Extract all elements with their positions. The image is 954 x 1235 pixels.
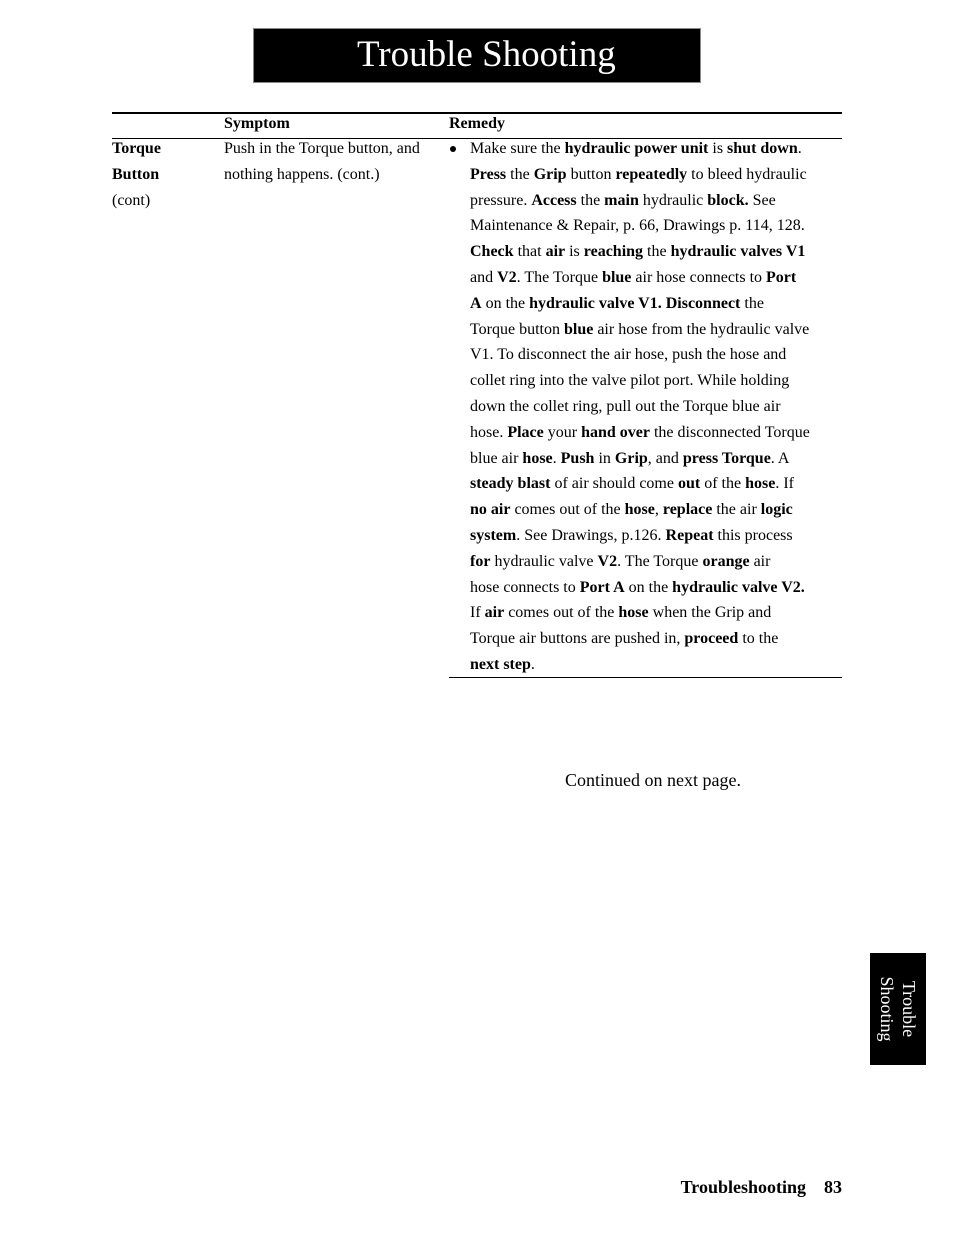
remedy-text-run: air <box>545 243 566 261</box>
remedy-text-run: air <box>749 552 771 570</box>
remedy-text-run: Check <box>470 243 514 261</box>
remedy-text-run: . A <box>770 449 790 467</box>
remedy-text-run: button <box>566 165 616 183</box>
remedy-text-run: the disconnected Torque <box>649 423 810 441</box>
remedy-text-run: in <box>594 449 615 467</box>
page-footer <box>681 1176 842 1198</box>
remedy-text-run: Make sure the <box>470 140 565 157</box>
remedy-text-run: comes out of the <box>510 501 625 519</box>
remedy-text-run: Place <box>507 423 544 441</box>
remedy-text-run: collet ring into the valve pilot port. While holding <box>470 372 790 390</box>
symptom-cell <box>224 136 420 188</box>
category-line: (cont) <box>112 191 151 209</box>
remedy-text-run: main <box>604 191 639 209</box>
remedy-text-run: Torque button <box>470 320 564 338</box>
column-header-symptom: Symptom <box>224 115 290 132</box>
remedy-text-run: Access <box>531 191 577 209</box>
remedy-text-run: If <box>470 604 485 622</box>
page-title: Trouble Shooting <box>357 34 616 75</box>
remedy-text-run: comes out of the <box>504 604 619 622</box>
remedy-line <box>470 523 842 549</box>
remedy-text-run: of air should come <box>550 475 678 493</box>
footer-section: Troubleshooting <box>680 1177 806 1197</box>
remedy-text-run: the <box>506 165 534 183</box>
remedy-text-run: Port A <box>579 578 625 596</box>
remedy-line <box>470 136 842 162</box>
side-tab-line: Trouble <box>899 980 919 1038</box>
remedy-text-run: replace <box>662 501 713 519</box>
remedy-text-run: . If <box>775 475 794 493</box>
remedy-text-run: to the <box>738 630 779 648</box>
remedy-text-run: this process <box>713 526 793 544</box>
remedy-text-run: . The Torque <box>617 552 703 570</box>
remedy-text-run: hose <box>618 604 649 622</box>
remedy-text-run: the <box>740 294 764 312</box>
remedy-line <box>470 394 842 420</box>
column-header-remedy: Remedy <box>449 115 505 132</box>
remedy-text-run: steady blast <box>470 475 551 493</box>
category-cell <box>112 136 161 213</box>
continued-note: Continued on next page. <box>565 770 741 790</box>
remedy-text-run: . See Drawings, p.126. <box>516 526 666 544</box>
remedy-cell <box>470 136 842 678</box>
remedy-text-run: . <box>530 655 535 673</box>
side-tab-label <box>876 976 920 1041</box>
remedy-line <box>470 420 842 446</box>
remedy-text-run: hydraulic <box>638 191 708 209</box>
remedy-text-run: on the <box>624 578 673 596</box>
remedy-text-run: blue <box>602 268 632 286</box>
remedy-text-run: proceed <box>684 630 739 648</box>
remedy-text-run: hydraulic valve V2. <box>672 578 805 596</box>
remedy-line <box>470 188 842 214</box>
remedy-text-run: Grip <box>533 165 567 183</box>
remedy-text-run: . The Torque <box>516 268 603 286</box>
remedy-text-run: hydraulic valve V1. Disconnect <box>529 294 741 312</box>
remedy-text-run: down the collet ring, pull out the Torque blue air <box>470 397 781 415</box>
remedy-text-run: and <box>470 268 498 286</box>
remedy-line <box>470 162 842 188</box>
remedy-line <box>470 446 842 472</box>
remedy-text-run: logic <box>760 501 793 519</box>
category-line: Button <box>112 165 160 183</box>
remedy-text-run: block. <box>707 191 749 209</box>
remedy-text-run: Maintenance & Repair, p. 66, Drawings p. 114, 128. <box>470 217 805 235</box>
remedy-text-run: blue <box>563 320 594 338</box>
remedy-text-run: Grip <box>614 449 648 467</box>
remedy-text-run: , and <box>647 449 683 467</box>
remedy-text-run: hose <box>745 475 776 493</box>
remedy-line <box>470 213 842 239</box>
remedy-line <box>470 291 842 317</box>
remedy-line <box>470 652 842 678</box>
remedy-line <box>470 626 842 652</box>
remedy-text-run: hydraulic valve <box>490 552 598 570</box>
remedy-text-run: blue air <box>470 449 523 467</box>
remedy-text-run: Port <box>766 268 797 286</box>
remedy-text-run: orange <box>702 552 750 570</box>
title-banner <box>253 28 701 83</box>
symptom-line: nothing happens. (cont.) <box>224 165 380 183</box>
remedy-line <box>470 342 842 368</box>
remedy-text-run: pressure. <box>470 191 532 209</box>
remedy-text-run: See <box>748 191 776 209</box>
remedy-line <box>470 368 842 394</box>
table-bottom-rule <box>449 677 842 678</box>
remedy-text-run: Repeat <box>665 526 714 544</box>
remedy-text-run: repeatedly <box>615 165 688 183</box>
remedy-text-run: Press <box>470 165 507 183</box>
remedy-text-run: system <box>470 526 517 544</box>
page-number: 83 <box>824 1177 842 1197</box>
remedy-text-run: press Torque <box>682 449 771 467</box>
remedy-text-run: is <box>708 140 728 157</box>
remedy-text-run: V2 <box>497 268 517 286</box>
remedy-text-run: hand over <box>581 423 650 441</box>
remedy-text-run: next step <box>470 655 531 673</box>
remedy-line <box>470 575 842 601</box>
remedy-text-run: out <box>677 475 701 493</box>
remedy-text-run: hose. <box>470 423 508 441</box>
symptom-line: Push in the Torque button, and <box>224 140 420 157</box>
remedy-line <box>470 317 842 343</box>
remedy-text-run: hose connects to <box>470 578 580 596</box>
remedy-text-run: A <box>470 294 482 312</box>
section-side-tab[interactable] <box>870 953 926 1065</box>
side-tab-line: Shooting <box>877 976 897 1042</box>
remedy-text-run: V1. To disconnect the air hose, push the hose and <box>470 346 787 364</box>
remedy-line <box>470 471 842 497</box>
remedy-text-run: no air <box>470 501 511 519</box>
remedy-line <box>470 239 842 265</box>
remedy-text-run: the air <box>712 501 761 519</box>
remedy-text-run: . <box>552 449 561 467</box>
remedy-text-run: air hose connects to <box>631 268 767 286</box>
remedy-text-run: Torque air buttons are pushed in, <box>470 630 685 648</box>
remedy-text-run: of the <box>700 475 746 493</box>
remedy-text-run: shut down <box>727 140 798 157</box>
remedy-text-run: to bleed hydraulic <box>687 165 807 183</box>
remedy-text-run: that <box>513 243 546 261</box>
remedy-text-run: on the <box>481 294 530 312</box>
remedy-text-run: , <box>654 501 663 519</box>
remedy-line <box>470 600 842 626</box>
remedy-text-run: hydraulic power unit <box>564 140 709 157</box>
remedy-line <box>470 265 842 291</box>
remedy-text-run: reaching <box>583 243 644 261</box>
remedy-text-run: air hose from the hydraulic valve <box>593 320 810 338</box>
remedy-text-run: V2 <box>597 552 618 570</box>
remedy-text-run: hydraulic valves V1 <box>670 243 806 261</box>
remedy-line <box>470 549 842 575</box>
remedy-text-run: is <box>565 243 584 261</box>
category-line: Torque <box>112 140 161 157</box>
remedy-text-run: your <box>543 423 582 441</box>
remedy-text-run: the <box>576 191 605 209</box>
remedy-text-run: Push <box>560 449 595 467</box>
remedy-text-run: hose <box>624 501 655 519</box>
remedy-text-run: air <box>484 604 505 622</box>
remedy-line <box>470 497 842 523</box>
remedy-text-run: for <box>470 552 491 570</box>
bullet-icon <box>450 146 456 152</box>
remedy-text-run: hose <box>522 449 553 467</box>
remedy-text-run: the <box>643 243 671 261</box>
remedy-text-run: when the Grip and <box>648 604 772 622</box>
remedy-text-run: . <box>797 140 802 157</box>
